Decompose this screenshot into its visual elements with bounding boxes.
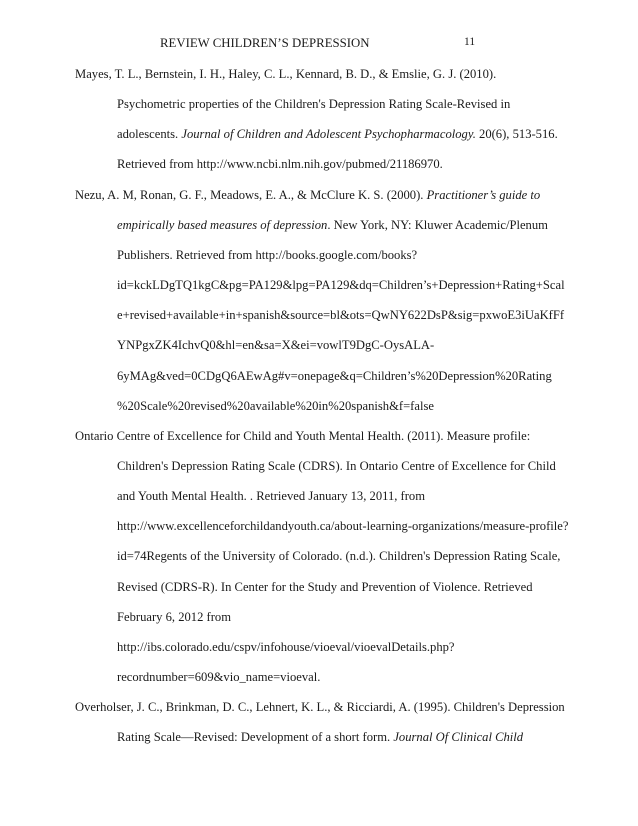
reference-line: [117, 305, 564, 325]
running-head: REVIEW CHILDREN’S DEPRESSION: [160, 36, 370, 50]
reference-text: Mayes, T. L., Bernstein, I. H., Haley, C. L., Kennard, B. D., & Emslie, G. J. (2010).: [75, 67, 497, 81]
reference-text: http://ibs.colorado.edu/cspv/infohouse/vioeval/vioevalDetails.php?: [117, 639, 455, 654]
reference-line: [75, 426, 530, 446]
reference-text: Psychometric properties of the Children's Depression Rating Scale-Revised in: [117, 97, 511, 112]
reference-line: [117, 215, 548, 235]
reference-line: [117, 577, 533, 597]
reference-line: [117, 516, 568, 536]
reference-text: Revised (CDRS-R). In Center for the Study and Prevention of Violence. Retrieved: [117, 579, 533, 594]
reference-text: Rating Scale—Revised: Development of a short form.: [117, 730, 394, 745]
reference-text: . New York, NY: Kluwer Academic/Plenum: [327, 217, 548, 232]
page-header: [160, 36, 500, 51]
reference-line: [75, 64, 496, 84]
reference-line: [117, 94, 510, 114]
reference-text: Children's Depression Rating Scale (CDRS). In Ontario Centre of Excellence for Child: [117, 458, 556, 473]
reference-line: [117, 607, 231, 627]
reference-line: [117, 546, 560, 566]
reference-text: 20(6), 513-516.: [475, 127, 558, 142]
reference-text: e+revised+available+in+spanish&source=bl&ots=QwNY622DsP&sig=pxwoE3iUaKfFf: [117, 308, 565, 323]
reference-text: adolescents.: [117, 127, 182, 142]
page-number: 11: [464, 36, 476, 48]
reference-line: [75, 185, 540, 205]
reference-line: [117, 124, 558, 144]
reference-text: Retrieved from http://www.ncbi.nlm.nih.gov/pubmed/21186970.: [117, 157, 443, 172]
reference-text: recordnumber=609&vio_name=vioeval.: [117, 670, 321, 684]
reference-line: [117, 366, 552, 386]
reference-line: [117, 396, 434, 416]
reference-text: February 6, 2012 from: [117, 609, 232, 624]
reference-text: Ontario Centre of Excellence for Child and Youth Mental Health. (2011). Measure profile:: [75, 428, 531, 443]
reference-text: YNPgxZK4IchvQ0&hl=en&sa=X&ei=vowlT9DgC-OysALA-: [117, 338, 435, 353]
reference-text: and Youth Mental Health. . Retrieved January 13, 2011, from: [117, 489, 426, 504]
reference-line: [75, 697, 565, 717]
reference-line: [117, 486, 425, 506]
reference-line: [117, 456, 556, 476]
reference-text: id=74Regents of the University of Colorado. (n.d.). Children's Depression Rating Scale,: [117, 549, 561, 564]
reference-line: [117, 154, 443, 174]
reference-line: [117, 637, 455, 657]
reference-text: id=kckLDgTQ1kgC&pg=PA129&lpg=PA129&dq=Children’s+Depression+Rating+Scal: [117, 278, 565, 293]
reference-italic-text: Journal of Children and Adolescent Psychopharmacology.: [181, 127, 476, 142]
reference-italic-text: empirically based measures of depression: [117, 217, 328, 232]
reference-text: Publishers. Retrieved from http://books.google.com/books?: [117, 247, 418, 262]
reference-line: [117, 245, 417, 265]
reference-text: Nezu, A. M, Ronan, G. F., Meadows, E. A., & McClure K. S. (2000).: [75, 187, 427, 202]
reference-line: [117, 335, 434, 355]
reference-text: 6yMAg&ved=0CDgQ6AEwAg#v=onepage&q=Children’s%20Depression%20Rating: [117, 368, 552, 383]
reference-text: Overholser, J. C., Brinkman, D. C., Lehnert, K. L., & Ricciardi, A. (1995). Children's Depression: [75, 700, 565, 715]
reference-text: %20Scale%20revised%20available%20in%20spanish&f=false: [117, 398, 434, 413]
reference-line: [117, 275, 565, 295]
reference-italic-text: Practitioner’s guide to: [426, 187, 541, 202]
reference-line: [117, 727, 523, 747]
reference-italic-text: Journal Of Clinical Child: [393, 730, 524, 745]
reference-text: http://www.excellenceforchildandyouth.ca/about-learning-organizations/measure-profile?: [117, 519, 569, 534]
reference-line: [117, 667, 320, 687]
